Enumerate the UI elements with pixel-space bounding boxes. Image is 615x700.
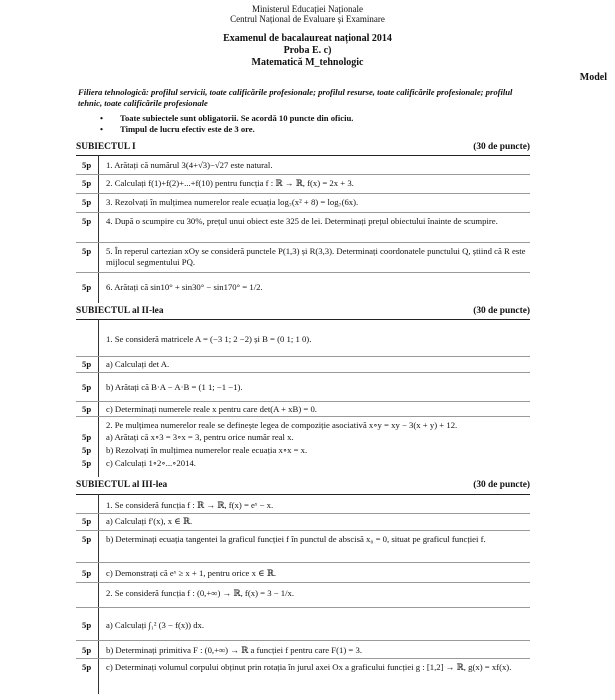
question-text: b) Arătați că B·A − A·B = (1 1; −1 −1). [106, 382, 243, 392]
section-2-header [76, 306, 530, 316]
model-label: Model [579, 72, 607, 83]
question-text: a) Calculați f′(x), x ∈ ℝ. [106, 516, 193, 526]
section-title: SUBIECTUL I [76, 142, 136, 152]
divider [76, 356, 530, 357]
question-text: 1. Se consideră matricele A = (−3 1; 2 −2) și B = (0 1; 1 0). [106, 334, 312, 344]
proba-title: Proba E. c) [283, 45, 332, 56]
points: 5p [82, 662, 92, 672]
divider [76, 658, 530, 659]
points: 5p [82, 534, 92, 544]
points: 5p [82, 458, 92, 468]
divider [76, 530, 530, 531]
question-text: c) Demonstrați că eˣ ≥ x + 1, pentru orice x ∈ ℝ. [106, 568, 277, 578]
question-text: c) Calculați 1∘2∘...∘2014. [106, 458, 196, 468]
points: 5p [82, 568, 92, 578]
section-points: (30 de puncte) [473, 306, 530, 316]
points: 5p [82, 178, 92, 188]
exam-title: Examenul de bacalaureat național 2014 [223, 33, 392, 44]
points: 5p [82, 246, 92, 256]
divider [76, 582, 530, 583]
points: 5p [82, 404, 92, 414]
rule-2: • Timpul de lucru efectiv este de 3 ore. [120, 124, 255, 134]
divider [76, 494, 530, 495]
question-text: b) Rezolvați în mulțimea numerelor reale ecuația x∘x = x. [106, 445, 308, 455]
points: 5p [82, 216, 92, 226]
question-text: b) Determinați ecuația tangentei la graficul funcției f în punctul de abscisă x₀ = 0, situat pe graficul funcției f. [106, 534, 486, 544]
section-3-header [76, 480, 530, 490]
points: 5p [82, 382, 92, 392]
points: 5p [82, 432, 92, 442]
question-text: b) Determinați primitiva F : (0,+∞) → ℝ a funcției f pentru care F(1) = 3. [106, 645, 363, 655]
question-text: c) Determinați numerele reale x pentru care det(A + xB) = 0. [106, 404, 317, 414]
divider [76, 193, 530, 194]
points: 5p [82, 197, 92, 207]
divider [76, 416, 530, 417]
section-points: (30 de puncte) [473, 480, 530, 490]
divider [76, 319, 530, 320]
filiera-text: Filiera tehnologică: profilul servicii, toate calificările profesionale; profilul resurse, toate calificările profesionale; profilul tehnic, toate calificările profesionale [78, 87, 513, 108]
section-title: SUBIECTUL al II-lea [76, 306, 164, 316]
question-text: 5. În reperul cartezian xOy se consideră punctele P(1,3) și R(3,3). Determinați coordonatele punctului Q, știind că R este mijlocul segmentului PQ. [106, 246, 526, 267]
center-name: Centrul Național de Evaluare și Examinare [230, 14, 385, 24]
divider [76, 212, 530, 213]
divider [76, 155, 530, 156]
question-text: 1. Arătați că numărul 3(4+√3)−√27 este natural. [106, 160, 273, 170]
divider [76, 401, 530, 402]
section-title: SUBIECTUL al III-lea [76, 480, 168, 490]
divider [76, 607, 530, 608]
divider [76, 562, 530, 563]
question-text: 6. Arătați că sin10° + sin30° − sin170° = 1/2. [106, 282, 263, 292]
question-text: a) Calculați det A. [106, 359, 170, 369]
question-text: c) Determinați volumul corpului obținut prin rotația în jurul axei Ox a graficului funcției g : [1,2] → ℝ, g(x) = xf(x). [106, 662, 512, 672]
divider [76, 242, 530, 243]
points: 5p [82, 160, 92, 170]
question-text: 2. Se consideră funcția f : (0,+∞) → ℝ, f(x) = 3 − 1/x. [106, 588, 295, 598]
question-text: 3. Rezolvați în mulțimea numerelor reale ecuația log₇(x² + 8) = log₇(6x). [106, 197, 359, 207]
divider [76, 174, 530, 175]
points: 5p [82, 620, 92, 630]
question-text: 2. Calculați f(1)+f(2)+...+f(10) pentru funcția f : ℝ → ℝ, f(x) = 2x + 3. [106, 178, 354, 188]
divider [76, 640, 530, 641]
divider [76, 372, 530, 373]
ministry-name: Ministerul Educației Naționale [252, 4, 363, 14]
question-text: 4. După o scumpire cu 30%, prețul unui obiect este 325 de lei. Determinați prețul obiectului înainte de scumpire. [106, 216, 498, 226]
question-text: a) Arătați că x∘3 = 3∘x = 3, pentru orice număr real x. [106, 432, 294, 442]
question-text: 2. Pe mulțimea numerelor reale se definește legea de compoziție asociativă x∘y = xy − 3(x + y) + 12. [106, 420, 458, 430]
section-points: (30 de puncte) [473, 142, 530, 152]
points: 5p [82, 645, 92, 655]
points: 5p [82, 445, 92, 455]
points: 5p [82, 516, 92, 526]
question-text: 1. Se consideră funcția f : ℝ → ℝ, f(x) = eˣ − x. [106, 500, 274, 510]
subject-title: Matematică M_tehnologic [251, 57, 364, 68]
section-1-header [76, 142, 530, 152]
question-text: a) Calculați ∫₁² (3 − f(x)) dx. [106, 620, 205, 630]
rule-1: • Toate subiectele sunt obligatorii. Se acordă 10 puncte din oficiu. [120, 113, 353, 123]
divider [76, 272, 530, 273]
points: 5p [82, 359, 92, 369]
divider [76, 513, 530, 514]
points: 5p [82, 282, 92, 292]
